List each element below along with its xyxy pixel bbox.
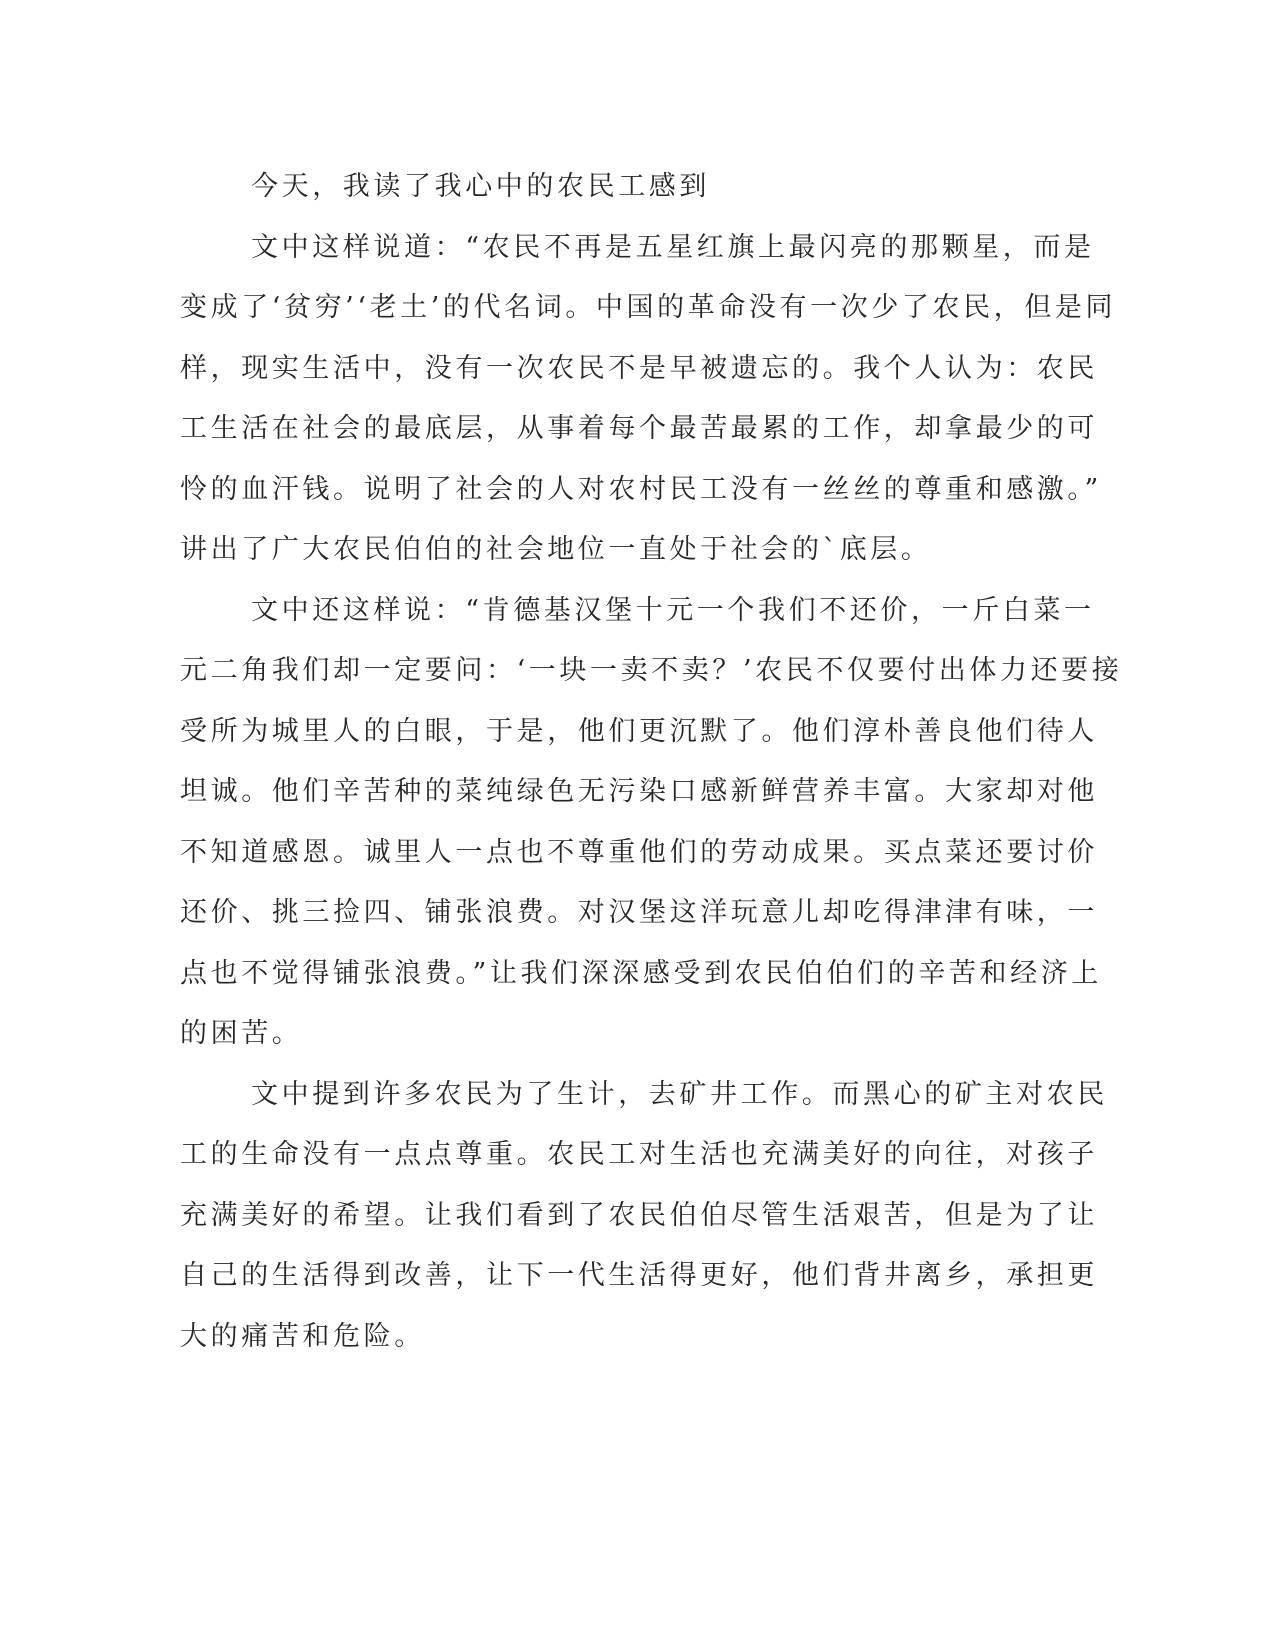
- text-line: 还价、挑三捡四、铺张浪费。对汉堡这洋玩意儿却吃得津津有味，一: [180, 897, 1098, 928]
- text-line: 工的生命没有一点点尊重。农民工对生活也充满美好的向往，对孩子: [180, 1139, 1098, 1170]
- document-body: [180, 157, 1123, 1367]
- text-line: 点也不觉得铺张浪费。”让我们深深感受到农民伯伯们的辛苦和经济上: [180, 957, 1102, 989]
- text-line: 的困苦。: [180, 1018, 303, 1049]
- text-line: 工生活在社会的最底层，从事着每个最苦最累的工作，却拿最少的可: [180, 413, 1098, 444]
- text-line: 变成了‘贫穷’‘老土’的代名词。中国的革命没有一次少了农民，但是同: [180, 292, 1117, 323]
- text-line: 元二角我们却一定要问：‘一块一卖不卖？’农民不仅要付出体力还要接: [180, 655, 1123, 686]
- text-line: 大的痛苦和危险。: [180, 1320, 425, 1352]
- text-line: 受所为城里人的白眼，于是，他们更沉默了。他们淳朴善良他们待人: [180, 715, 1098, 747]
- text-line: 不知道感恩。诚里人一点也不尊重他们的劳动成果。买点菜还要讨价: [180, 836, 1098, 868]
- text-line: 文中还这样说：“肯德基汉堡十元一个我们不还价，一斤白菜一: [251, 594, 1095, 626]
- text-line: 自己的生活得到改善，让下一代生活得更好，他们背井离乡，承担更: [180, 1260, 1098, 1291]
- text-line: 怜的血汗钱。说明了社会的人对农村民工没有一丝丝的尊重和感激。”: [180, 473, 1102, 505]
- text-line: 充满美好的希望。让我们看到了农民伯伯尽管生活艰苦，但是为了让: [180, 1199, 1098, 1231]
- text-line: 文中提到许多农民为了生计，去矿井工作。而黑心的矿主对农民: [251, 1078, 1108, 1110]
- text-line: 样，现实生活中，没有一次农民不是早被遗忘的。我个人认为：农民: [180, 352, 1098, 384]
- text-line: 文中这样说道：“农民不再是五星红旗上最闪亮的那颗星，而是: [251, 231, 1095, 263]
- text-line: 今天，我读了我心中的农民工感到: [251, 171, 710, 202]
- text-line: 讲出了广大农民伯伯的社会地位一直处于社会的`底层。: [180, 534, 932, 565]
- text-line: 坦诚。他们辛苦种的菜纯绿色无污染口感新鲜营养丰富。大家却对他: [180, 776, 1098, 807]
